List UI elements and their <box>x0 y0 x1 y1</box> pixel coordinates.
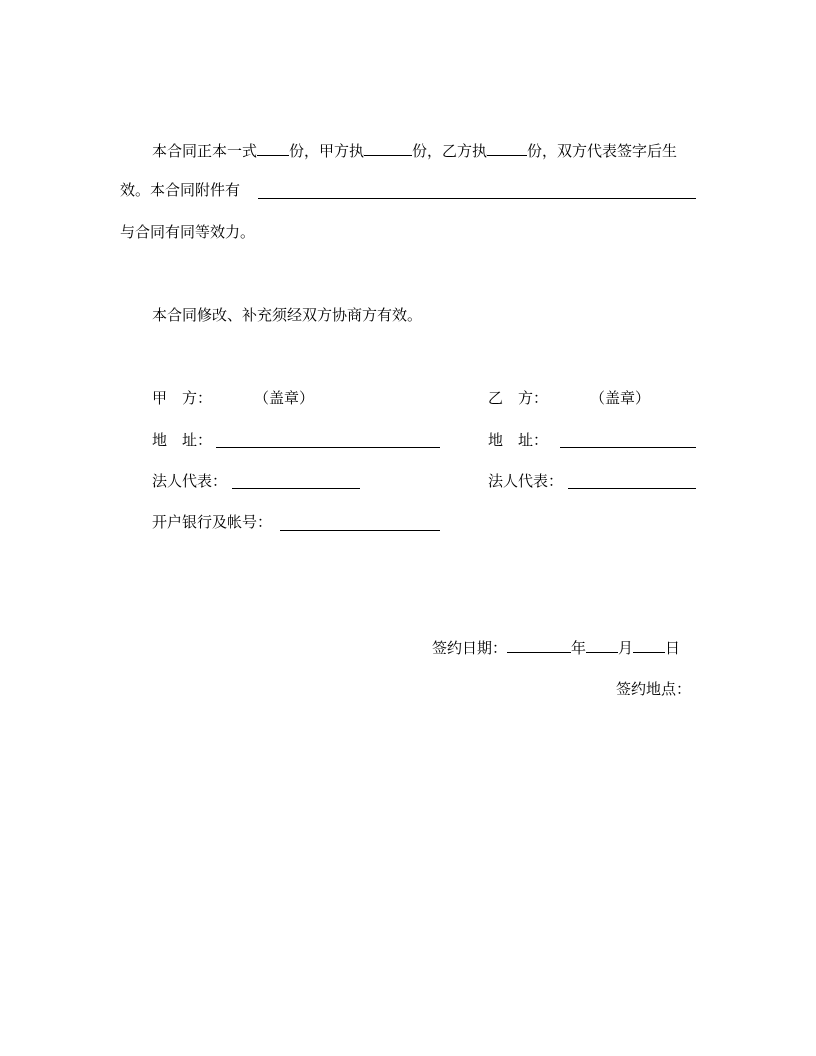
amendment-text: 本合同修改、补充须经双方协商方有效。 <box>152 306 423 324</box>
day-blank[interactable] <box>633 637 665 653</box>
day-label: 日 <box>665 639 681 657</box>
party-a-copies-blank[interactable] <box>364 140 412 156</box>
party-a-bank-blank[interactable] <box>280 530 440 531</box>
copies-text-4: 份，双方代表签字后生 <box>527 142 678 160</box>
equal-effect-text: 与合同有同等效力。 <box>120 223 256 241</box>
party-a-rep-blank[interactable] <box>232 488 360 489</box>
party-a-address-blank[interactable] <box>216 447 440 448</box>
signing-date-label: 签约日期： <box>432 639 508 657</box>
signing-place-label: 签约地点： <box>616 680 692 698</box>
party-a-bank-label: 开户银行及帐号： <box>152 513 273 531</box>
party-a-seal: （盖章） <box>254 389 315 407</box>
signing-date <box>432 637 680 658</box>
party-a-rep-label: 法人代表： <box>152 472 228 490</box>
amendment-paragraph <box>152 305 422 325</box>
year-blank[interactable] <box>507 637 571 653</box>
party-a-address-label: 地 址： <box>152 431 213 449</box>
month-blank[interactable] <box>586 637 618 653</box>
party-b-seal: （盖章） <box>590 389 651 407</box>
attachments-line <box>120 180 240 200</box>
party-b-rep-label: 法人代表： <box>488 472 564 490</box>
total-copies-blank[interactable] <box>257 140 289 156</box>
copies-text-2: 份，甲方执 <box>289 142 365 160</box>
party-b-address-blank[interactable] <box>560 447 696 448</box>
equal-effect-line <box>120 222 255 242</box>
party-a-label: 甲 方： <box>152 389 213 407</box>
paragraph-copies <box>152 140 677 161</box>
copies-text-1: 本合同正本一式 <box>152 142 258 160</box>
party-b-rep-blank[interactable] <box>568 488 696 489</box>
attachments-text: 效。本合同附件有 <box>120 181 241 199</box>
attachments-blank[interactable] <box>258 198 696 199</box>
month-label: 月 <box>618 639 634 657</box>
copies-text-3: 份，乙方执 <box>412 142 488 160</box>
party-b-copies-blank[interactable] <box>487 140 527 156</box>
party-b-address-label: 地 址： <box>488 431 549 449</box>
party-b-label: 乙 方： <box>488 389 549 407</box>
year-label: 年 <box>571 639 587 657</box>
